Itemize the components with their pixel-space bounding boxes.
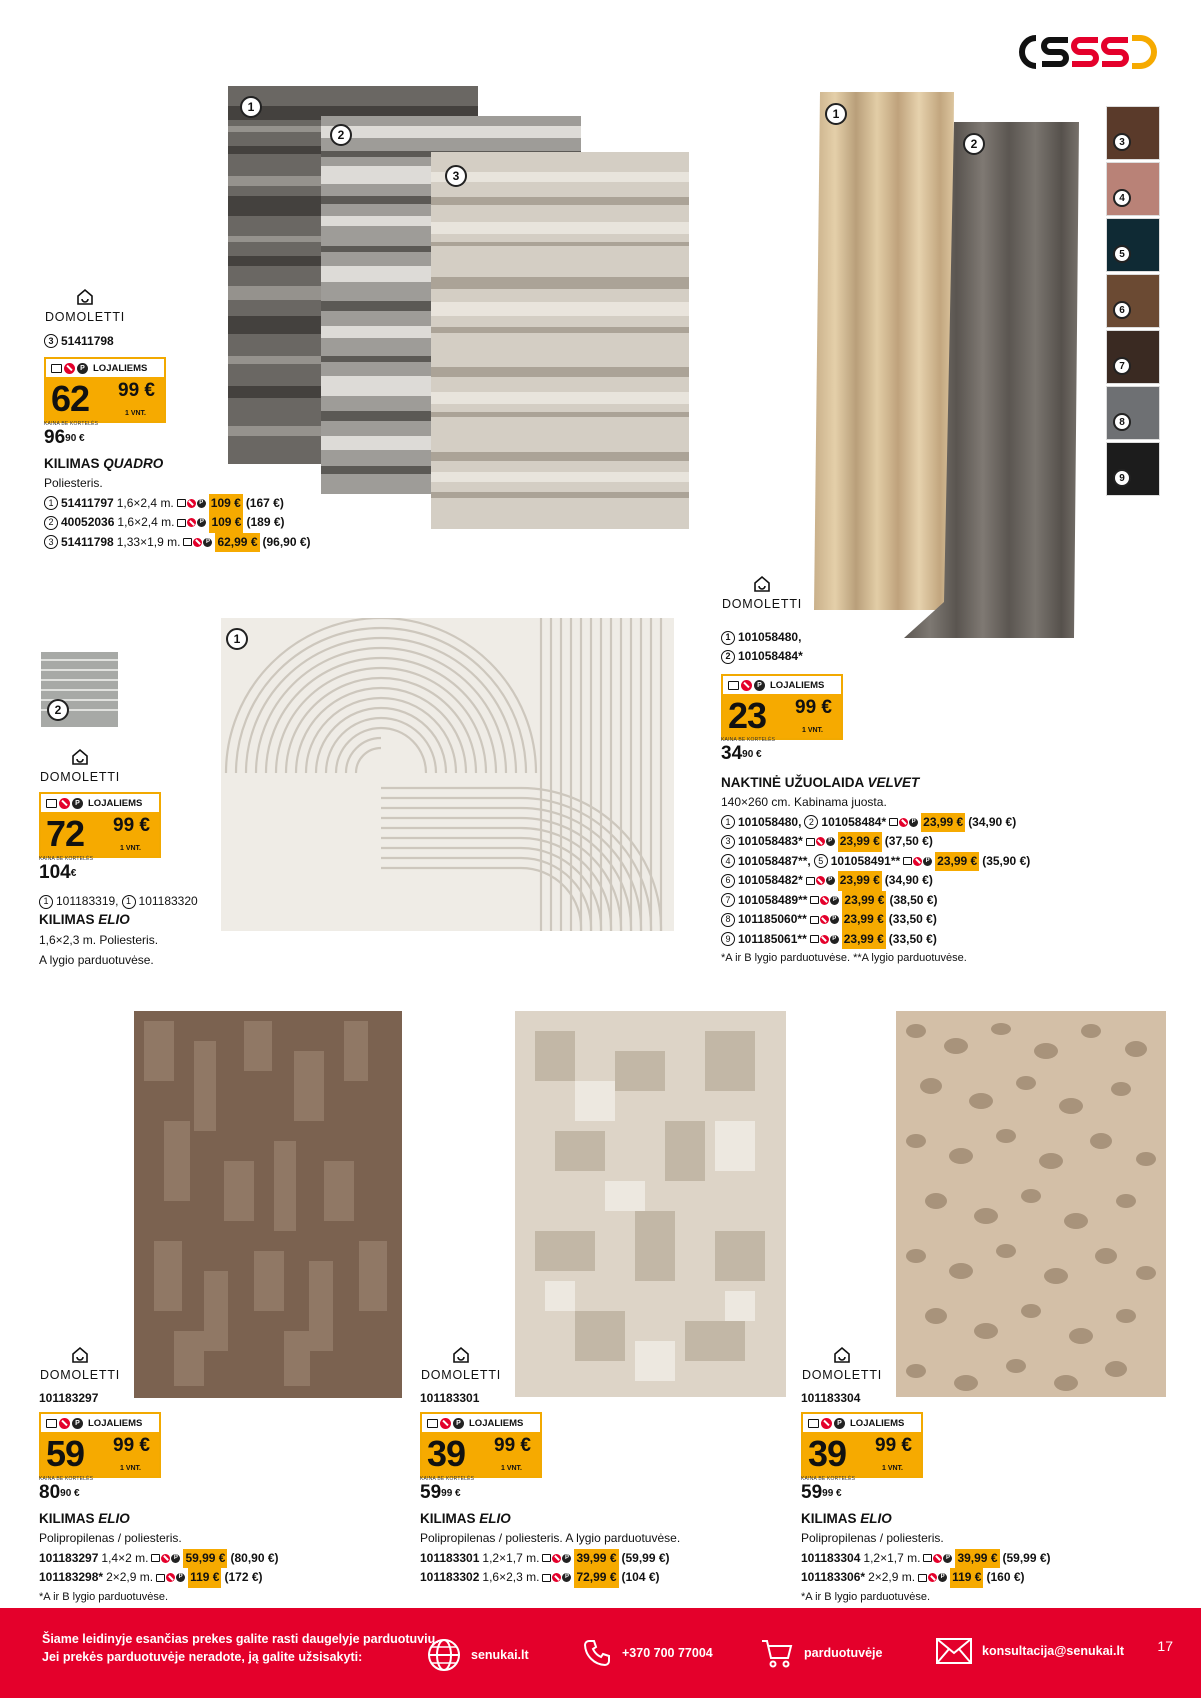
rug-quadro-1-badge: 1	[240, 96, 262, 118]
page-number: 17	[1157, 1638, 1173, 1654]
quadro-sku	[44, 334, 114, 348]
elio-top-regular-price: 104€	[39, 862, 77, 883]
variant-line: 2 40052036 1,6×2,4 m. P 109 € (189 €)	[44, 513, 311, 533]
sku-text: 51411798	[61, 334, 114, 348]
domoletti-house-icon	[451, 1345, 471, 1365]
elio-2-sku: 101183301	[420, 1391, 480, 1405]
rug-elio-brown-image	[134, 1011, 402, 1398]
elio-1-title: KILIMAS ELIO	[39, 1511, 130, 1526]
price-without-card-label: KAINA BE KORTELĖS	[801, 1476, 856, 1482]
price-without-card-label: KAINA BE KORTELĖS	[721, 737, 776, 743]
elio-3-loyalty-price: P LOJALIEMS 39 99 € 1 VNT.	[801, 1412, 923, 1478]
elio-top-loyalty-price: P LOJALIEMS 72 99 € 1 VNT.	[39, 792, 161, 858]
rug-elio-arches-image	[221, 618, 674, 931]
swatch-6[interactable]: 6	[1106, 274, 1160, 328]
rug-elio-stripes-badge: 2	[47, 699, 69, 721]
loyal-label: LOJALIEMS	[93, 362, 148, 374]
quadro-loyalty-price	[44, 357, 166, 423]
swatch-4[interactable]: 4	[1106, 162, 1160, 216]
price-without-card-label: KAINA BE KORTELĖS	[39, 856, 94, 862]
mail-icon	[936, 1638, 972, 1664]
domoletti-brand-elio-3: DOMOLETTI	[801, 1345, 883, 1382]
domoletti-brand-quadro	[44, 287, 126, 324]
price-without-card-label: KAINA BE KORTELĖS	[420, 1476, 475, 1482]
domoletti-brand-elio-top: DOMOLETTI	[39, 747, 121, 784]
velvet-title: NAKTINĖ UŽUOLAIDA VELVET	[721, 775, 920, 790]
p-icon: P	[77, 363, 88, 374]
velvet-regular-price: $34^{90 €}$	[721, 743, 762, 764]
phone-icon	[582, 1638, 612, 1668]
curtain-velvet-grey-image	[904, 122, 1079, 638]
elio-2-loyalty-price: P LOJALIEMS 39 99 € 1 VNT.	[420, 1412, 542, 1478]
domoletti-house-icon	[70, 747, 90, 767]
velvet-sku: 1 101058480, 2 101058484*	[721, 628, 803, 666]
variant-line: 3 51411798 1,33×1,9 m. P 62,99 € (96,90 €)	[44, 533, 311, 553]
quadro-description	[44, 474, 311, 552]
domoletti-house-icon	[752, 574, 772, 594]
shopping-cart-icon	[760, 1638, 794, 1668]
footer-web-link[interactable]: senukai.lt	[427, 1638, 529, 1672]
domoletti-house-icon	[70, 1345, 90, 1365]
quadro-regular-price: $96^{90 €}$	[44, 427, 85, 448]
footer-bar	[0, 1608, 1201, 1698]
rug-quadro-2-badge: 2	[330, 124, 352, 146]
globe-icon	[427, 1638, 461, 1672]
domoletti-brand-elio-2: DOMOLETTI	[420, 1345, 502, 1382]
price-big: 62	[51, 378, 90, 419]
footer-phone-link[interactable]: +370 700 77004	[582, 1638, 713, 1668]
velvet-loyalty-price: P LOJALIEMS 23 99 € 1 VNT.	[721, 674, 843, 740]
swatch-7[interactable]: 7	[1106, 330, 1160, 384]
swatch-3[interactable]: 3	[1106, 106, 1160, 160]
price-without-card-label: KAINA BE KORTELĖS	[44, 421, 99, 427]
csssd-logo	[1006, 32, 1161, 72]
elio-3-regular-price: $59^{99 €}$	[801, 1482, 842, 1503]
elio-top-title: KILIMAS ELIO	[39, 912, 130, 927]
no-icon	[64, 363, 75, 374]
rug-quadro-3-badge: 3	[445, 165, 467, 187]
footer-store-link[interactable]: parduotuvėje	[760, 1638, 883, 1668]
swatch-9[interactable]: 9	[1106, 442, 1160, 496]
elio-top-details: 1,6×2,3 m. Poliesteris. A lygio parduotuvėse.	[39, 933, 159, 967]
rug-elio-arches-badge: 1	[226, 628, 248, 650]
swatch-5[interactable]: 5	[1106, 218, 1160, 272]
elio-2-title: KILIMAS ELIO	[420, 1511, 511, 1526]
unit-label: 1 VNT.	[124, 410, 146, 417]
price-small: 99 €	[118, 380, 155, 401]
variant-number-badge: 3	[44, 334, 58, 348]
rug-elio-leopard-image	[896, 1011, 1166, 1397]
elio-top-description: 1 101183319, 1 101183320	[39, 892, 198, 912]
elio-1-sku: 101183297	[39, 1391, 99, 1405]
footer-message: Šiame leidinyje esančias prekes galite rasti daugelyje parduotuvių. Jei prekės parduotuvėje neradote, ją galite užsisakyti:	[42, 1632, 439, 1664]
domoletti-house-icon	[832, 1345, 852, 1365]
rug-elio-beige-patchwork-image	[515, 1011, 786, 1397]
curtain-1-badge: 1	[825, 103, 847, 125]
card-icon	[51, 364, 62, 373]
footer-email-link[interactable]: konsultacija@senukai.lt	[936, 1638, 1124, 1664]
velvet-description: 140×260 cm. Kabinama juosta. 1 101058480, 2 101058484* P 23,99 € (34,90 €) 3 101058483* P 23,99 € (37,50 €) 4 101058487**, 5 101058491** P 23,99 € (35,90 €) 6 101058482* P 23,99 € (34,90 €) 7 101058489** P 23,99 € (38,50 €) 8 101185060** P 23,99 € (33,50 €) 9 101185061** P 23,99 € (33,50 €) *A ir B lygio parduotuvėse. **A lygio parduotuvėse.	[721, 795, 1031, 964]
domoletti-brand-velvet: DOMOLETTI	[721, 574, 803, 611]
elio-1-regular-price: $80^{90 €}$	[39, 1482, 80, 1503]
elio-3-title: KILIMAS ELIO	[801, 1511, 892, 1526]
elio-3-description: Polipropilenas / poliesteris. 101183304 1,2×1,7 m. P 39,99 € (59,99 €) 101183306* 2×2,9 m. P 119 € (160 €) *A ir B lygio parduotuvėse.	[801, 1531, 1051, 1603]
curtain-2-badge: 2	[963, 133, 985, 155]
quadro-title: KILIMAS QUADRO	[44, 456, 164, 471]
elio-2-regular-price: $59^{99 €}$	[420, 1482, 461, 1503]
elio-1-loyalty-price: P LOJALIEMS 59 99 € 1 VNT.	[39, 1412, 161, 1478]
elio-1-description: Polipropilenas / poliesteris. 101183297 1,4×2 m. P 59,99 € (80,90 €) 101183298* 2×2,9 m. P 119 € (172 €) *A ir B lygio parduotuvėse.	[39, 1531, 279, 1603]
material-line: Poliesteris.	[44, 476, 103, 490]
variant-line: 1 51411797 1,6×2,4 m. P 109 € (167 €)	[44, 494, 311, 514]
rug-quadro-3-image	[431, 152, 689, 529]
brand-name: DOMOLETTI	[44, 310, 126, 324]
swatch-8[interactable]: 8	[1106, 386, 1160, 440]
elio-2-description: Polipropilenas / poliesteris. A lygio parduotuvėse. 101183301 1,2×1,7 m. P 39,99 € (59,99 €) 101183302 1,6×2,3 m. P 72,99 € (104 €)	[420, 1529, 680, 1588]
price-without-card-label: KAINA BE KORTELĖS	[39, 1476, 94, 1482]
domoletti-house-icon	[75, 287, 95, 307]
domoletti-brand-elio-1: DOMOLETTI	[39, 1345, 121, 1382]
elio-3-sku: 101183304	[801, 1391, 861, 1405]
